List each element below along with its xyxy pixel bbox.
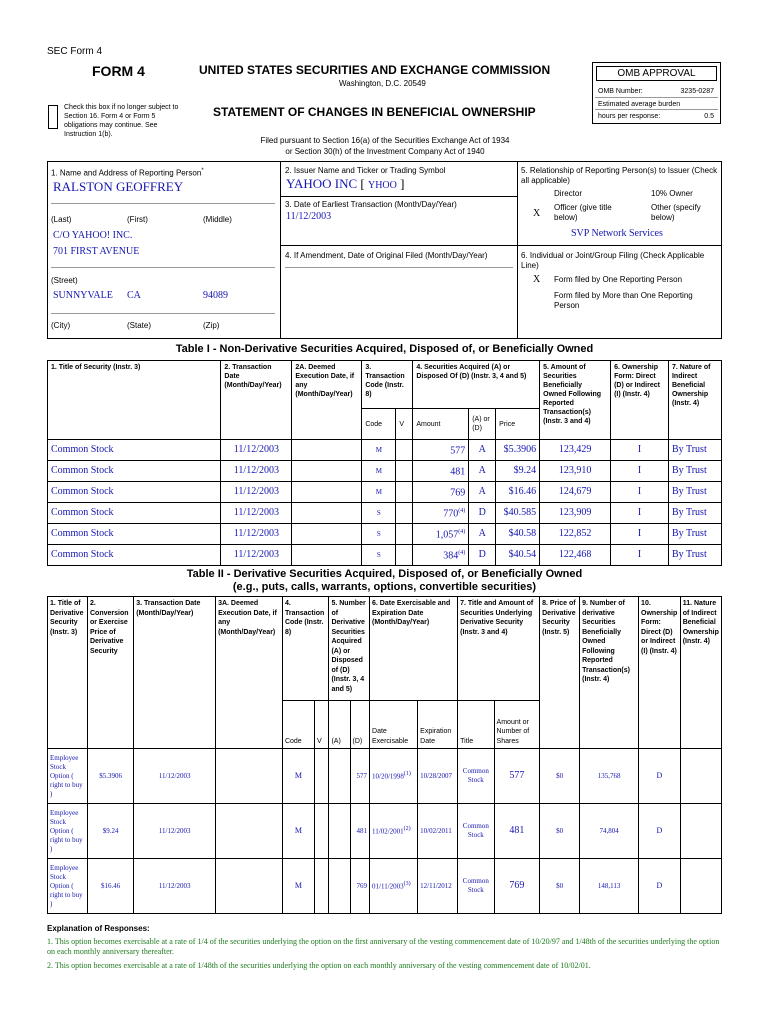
t1-v	[396, 545, 413, 566]
t1-sub-ad: (A) or (D)	[469, 409, 496, 440]
t2-h-date: 3. Transaction Date (Month/Day/Year)	[134, 597, 216, 749]
t2-exercisable	[370, 749, 418, 804]
t1-deemed	[292, 440, 362, 461]
t2-a	[329, 804, 350, 859]
t2-sub-date-ex: Date Exercisable	[370, 701, 418, 749]
t2-expiration: 10/02/2011	[418, 804, 458, 859]
t1-date: 11/12/2003	[221, 503, 292, 524]
t2-h-underlying: 7. Title and Amount of Securities Underlying Derivative Security (Instr. 3 and 4)	[458, 597, 540, 701]
t2-exercisable-value: 01/11/2003	[372, 882, 404, 891]
street-label: (Street)	[51, 276, 78, 285]
sec-form-label: SEC Form 4	[47, 46, 103, 57]
t2-a	[329, 859, 350, 914]
t2-h-price: 2. Conversion or Exercise Price of Derivative Security	[87, 597, 133, 749]
t1-nature: By Trust	[668, 482, 721, 503]
t1-amount	[413, 524, 469, 545]
officer-title[interactable]: SVP Network Services	[571, 228, 663, 239]
omb-number-label: OMB Number:	[598, 88, 643, 95]
t1-owned: 122,852	[540, 524, 611, 545]
t2-shares: 577	[494, 749, 540, 804]
t2-nature	[680, 859, 721, 914]
box5-label: 5. Relationship of Reporting Person(s) to Issuer (Check all applicable)	[521, 166, 718, 185]
filed-line-2: or Section 30(h) of the Investment Company Act of 1940	[285, 147, 485, 156]
table-row	[48, 749, 722, 804]
t2-code: M	[282, 749, 314, 804]
table-row	[48, 524, 722, 545]
t2-deemed	[216, 804, 283, 859]
t2-shares: 769	[494, 859, 540, 914]
t1-h-acquired: 4. Securities Acquired (A) or Disposed Of (D) (Instr. 3, 4 and 5)	[413, 361, 540, 409]
t2-h-nature: 11. Nature of Indirect Beneficial Ownership (Instr. 4)	[680, 597, 721, 749]
t2-exercisable-value: 10/20/1998	[372, 772, 404, 781]
t1-nature: By Trust	[668, 503, 721, 524]
t2-date: 11/12/2003	[134, 804, 216, 859]
t2-footnote-ref: (1)	[403, 771, 411, 778]
officer-check[interactable]: X	[533, 208, 541, 219]
t2-expiration: 12/11/2012	[418, 859, 458, 914]
more-person-label: Form filed by More than One Reporting Person	[554, 291, 693, 310]
t2-underlying: Common Stock	[458, 859, 494, 914]
footnote-2: 2. This option becomes exercisable at a rate of 1/48th of the securities underlying the option on each monthly anniversary of the vesting commencement date of 10/02/01.	[47, 961, 591, 970]
t1-code: M	[362, 482, 396, 503]
t2-shares: 481	[494, 804, 540, 859]
t1-ad: A	[469, 482, 496, 503]
t2-dprice: $0	[540, 804, 580, 859]
t2-owned: 148,113	[580, 859, 639, 914]
t2-v	[314, 804, 329, 859]
address-line-2[interactable]: 701 FIRST AVENUE	[53, 246, 140, 257]
t1-owned: 123,909	[540, 503, 611, 524]
t1-h-owned: 5. Amount of Securities Beneficially Owned Following Reported Transaction(s) (Instr. 3 and 4)	[540, 361, 611, 440]
t2-underlying: Common Stock	[458, 804, 494, 859]
t1-v	[396, 503, 413, 524]
commission-title: UNITED STATES SECURITIES AND EXCHANGE COMMISSION	[199, 63, 551, 77]
t2-sub-exp: Expiration Date	[418, 701, 458, 749]
t2-d: 481	[350, 804, 369, 859]
city-label: (City)	[51, 321, 71, 330]
t1-footnote-ref: (4)	[458, 529, 466, 536]
t1-title: Common Stock	[48, 461, 221, 482]
table2-title-line1: Table II - Derivative Securities Acquired, Disposed of, or Beneficially Owned	[186, 568, 583, 580]
t2-price: $5.3906	[87, 749, 133, 804]
t2-dprice: $0	[540, 749, 580, 804]
t1-nature: By Trust	[668, 461, 721, 482]
t1-amount-value: 577	[450, 445, 466, 457]
hours-label: hours per response:	[598, 113, 661, 120]
zip-label: (Zip)	[203, 321, 220, 330]
t1-amount-value: 1,057	[435, 529, 459, 541]
t1-amount-value: 769	[450, 487, 466, 499]
t1-v	[396, 482, 413, 503]
zip[interactable]: 94089	[203, 290, 228, 301]
ticker[interactable]: YHOO	[367, 180, 397, 191]
table-row	[48, 440, 722, 461]
officer-label: Officer (give title below)	[554, 203, 612, 222]
t1-date: 11/12/2003	[221, 440, 292, 461]
t1-code: M	[362, 461, 396, 482]
t1-h-deemed: 2A. Deemed Execution Date, if any (Month/Day/Year)	[292, 361, 362, 440]
table-row	[48, 545, 722, 566]
t1-price: $9.24	[496, 461, 540, 482]
t2-dprice: $0	[540, 859, 580, 914]
t2-deemed	[216, 749, 283, 804]
t1-date: 11/12/2003	[221, 524, 292, 545]
t1-form: I	[611, 482, 669, 503]
t1-deemed	[292, 461, 362, 482]
t1-v	[396, 461, 413, 482]
t1-price: $40.585	[496, 503, 540, 524]
t2-nature	[680, 749, 721, 804]
t1-owned: 123,910	[540, 461, 611, 482]
box3-label: 3. Date of Earliest Transaction (Month/Day/Year)	[285, 200, 457, 209]
t2-exercisable	[370, 804, 418, 859]
t1-form: I	[611, 461, 669, 482]
t2-code: M	[282, 859, 314, 914]
t1-h-nature: 7. Nature of Indirect Beneficial Ownership (Instr. 4)	[668, 361, 721, 440]
ten-percent-label: 10% Owner	[651, 189, 693, 198]
t2-sub-title: Title	[458, 701, 494, 749]
t1-sub-v: V	[396, 409, 413, 440]
t1-ad: D	[469, 503, 496, 524]
t1-title: Common Stock	[48, 524, 221, 545]
t1-amount	[413, 461, 469, 482]
t1-code: S	[362, 503, 396, 524]
t1-h-code: 3. Transaction Code (Instr. 8)	[362, 361, 413, 409]
omb-number-value: 3235-0287	[680, 88, 714, 95]
non-derivative-table	[47, 360, 722, 566]
form-title: FORM 4	[92, 63, 145, 79]
t1-amount	[413, 482, 469, 503]
t1-amount-value: 384	[443, 550, 459, 562]
t2-date: 11/12/2003	[134, 859, 216, 914]
t1-deemed	[292, 545, 362, 566]
t1-title: Common Stock	[48, 440, 221, 461]
reporting-person-name[interactable]: RALSTON GEOFFREY	[53, 179, 184, 194]
state-label: (State)	[127, 321, 152, 330]
first-label: (First)	[127, 215, 148, 224]
t2-d: 769	[350, 859, 369, 914]
t1-h-title: 1. Title of Security (Instr. 3)	[48, 361, 221, 440]
t2-form: D	[639, 804, 681, 859]
t2-form: D	[639, 749, 681, 804]
one-person-label: Form filed by One Reporting Person	[554, 275, 683, 284]
t2-sub-shares: Amount or Number of Shares	[494, 701, 540, 749]
t2-exercisable	[370, 859, 418, 914]
t1-price: $40.54	[496, 545, 540, 566]
t1-footnote-ref: (4)	[458, 508, 466, 515]
t1-amount-value: 770	[443, 508, 459, 520]
t2-h-title: 1. Title of Derivative Security (Instr. 3)	[48, 597, 88, 749]
t2-form: D	[639, 859, 681, 914]
omb-approval-box	[592, 62, 721, 124]
t1-sub-amount: Amount	[413, 409, 469, 440]
box2-label: 2. Issuer Name and Ticker or Trading Symbol	[285, 166, 446, 175]
t1-amount-value: 481	[450, 466, 466, 478]
t2-title: Employee Stock Option ( right to buy )	[48, 859, 88, 914]
t1-title: Common Stock	[48, 482, 221, 503]
hours-value: 0.5	[704, 113, 714, 120]
t2-deemed	[216, 859, 283, 914]
t1-nature: By Trust	[668, 545, 721, 566]
explanation-title: Explanation of Responses:	[47, 924, 150, 933]
burden-label: Estimated average burden	[598, 101, 681, 108]
t1-deemed	[292, 524, 362, 545]
t1-nature: By Trust	[668, 440, 721, 461]
t1-form: I	[611, 545, 669, 566]
t2-h-deemed: 3A. Deemed Execution Date, if any (Month/Day/Year)	[216, 597, 283, 749]
t1-form: I	[611, 503, 669, 524]
earliest-transaction-date[interactable]: 11/12/2003	[286, 211, 332, 222]
t1-h-form: 6. Ownership Form: Direct (D) or Indirect (I) (Instr. 4)	[611, 361, 669, 440]
city[interactable]: SUNNYVALE	[53, 290, 113, 301]
t2-expiration: 10/28/2007	[418, 749, 458, 804]
filed-line-1: Filed pursuant to Section 16(a) of the Securities Exchange Act of 1934	[260, 136, 510, 145]
t2-sub-d: (D)	[350, 701, 369, 749]
director-label: Director	[554, 189, 583, 198]
one-person-check[interactable]: X	[533, 274, 541, 285]
t2-price: $16.46	[87, 859, 133, 914]
t1-code: M	[362, 440, 396, 461]
table-row	[48, 461, 722, 482]
address-line-1[interactable]: C/O YAHOO! INC.	[53, 230, 133, 241]
t2-title: Employee Stock Option ( right to buy )	[48, 804, 88, 859]
t2-h-owned: 9. Number of derivative Securities Beneficially Owned Following Reported Transaction(s) (Instr. 4)	[580, 597, 639, 749]
t2-nature	[680, 804, 721, 859]
t1-sub-price: Price	[496, 409, 540, 440]
middle-label: (Middle)	[203, 215, 232, 224]
box1-label: 1. Name and Address of Reporting Person*	[51, 168, 204, 178]
t1-deemed	[292, 482, 362, 503]
footnote-1: 1. This option becomes exercisable at a rate of 1/4 of the securities underlying the option on the first anniversary of the vesting commencement date of 10/20/97 and 1/48th of the securities underlying the option on each monthly anniversary thereafter.	[47, 937, 720, 956]
t2-owned: 74,804	[580, 804, 639, 859]
t1-title: Common Stock	[48, 545, 221, 566]
t2-footnote-ref: (2)	[403, 826, 411, 833]
t1-ad: A	[469, 524, 496, 545]
t1-ad: D	[469, 545, 496, 566]
t1-title: Common Stock	[48, 503, 221, 524]
t1-amount	[413, 545, 469, 566]
t1-amount	[413, 440, 469, 461]
table1-title: Table I - Non-Derivative Securities Acquired, Disposed of, or Beneficially Owned	[175, 343, 594, 355]
no-longer-subject-checkbox[interactable]	[48, 105, 58, 129]
t1-owned: 122,468	[540, 545, 611, 566]
t2-h-code: 4. Transaction Code (Instr. 8)	[282, 597, 329, 701]
state[interactable]: CA	[127, 290, 141, 301]
other-label: Other (specify below)	[651, 203, 701, 222]
t1-owned: 123,429	[540, 440, 611, 461]
t1-owned: 124,679	[540, 482, 611, 503]
issuer-symbol: YAHOO INC [ YHOO ]	[286, 176, 405, 191]
t1-price: $5.3906	[496, 440, 540, 461]
table-row	[48, 482, 722, 503]
t2-price: $9.24	[87, 804, 133, 859]
t2-exercisable-value: 11/02/2001	[372, 827, 404, 836]
t1-sub-code: Code	[362, 409, 396, 440]
t1-ad: A	[469, 461, 496, 482]
omb-title: OMB APPROVAL	[596, 66, 717, 81]
t1-v	[396, 524, 413, 545]
t1-form: I	[611, 440, 669, 461]
last-label: (Last)	[51, 215, 72, 224]
t1-code: S	[362, 524, 396, 545]
t2-h-exercisable: 6. Date Exercisable and Expiration Date (Month/Day/Year)	[370, 597, 458, 701]
derivative-table	[47, 596, 722, 914]
t1-ad: A	[469, 440, 496, 461]
t2-d: 577	[350, 749, 369, 804]
t1-nature: By Trust	[668, 524, 721, 545]
t2-title: Employee Stock Option ( right to buy )	[48, 749, 88, 804]
t2-h-dprice: 8. Price of Derivative Security (Instr. 5)	[540, 597, 580, 749]
t2-code: M	[282, 804, 314, 859]
t2-underlying: Common Stock	[458, 749, 494, 804]
t1-price: $16.46	[496, 482, 540, 503]
t1-form: I	[611, 524, 669, 545]
issuer-name[interactable]: YAHOO INC	[286, 176, 358, 191]
t2-h-form: 10. Ownership Form: Direct (D) or Indirect (I) (Instr. 4)	[639, 597, 681, 749]
t1-v	[396, 440, 413, 461]
table-row	[48, 859, 722, 914]
t2-date: 11/12/2003	[134, 749, 216, 804]
table2-title	[47, 568, 722, 594]
box4-label: 4. If Amendment, Date of Original Filed (Month/Day/Year)	[285, 251, 488, 260]
t1-footnote-ref: (4)	[458, 550, 466, 557]
box6-label: 6. Individual or Joint/Group Filing (Check Applicable Line)	[521, 251, 705, 270]
t1-deemed	[292, 503, 362, 524]
t2-h-number: 5. Number of Derivative Securities Acquired (A) or Disposed of (D) (Instr. 3, 4 and 5)	[329, 597, 370, 701]
statement-title: STATEMENT OF CHANGES IN BENEFICIAL OWNERSHIP	[213, 105, 536, 119]
t1-h-date: 2. Transaction Date (Month/Day/Year)	[221, 361, 292, 440]
t1-price: $40.58	[496, 524, 540, 545]
t1-date: 11/12/2003	[221, 482, 292, 503]
t2-sub-a: (A)	[329, 701, 350, 749]
t1-code: S	[362, 545, 396, 566]
table2-title-line2: (e.g., puts, calls, warrants, options, convertible securities)	[232, 581, 537, 593]
t2-v	[314, 749, 329, 804]
table-row	[48, 804, 722, 859]
t2-owned: 135,768	[580, 749, 639, 804]
t2-sub-v: V	[314, 701, 329, 749]
t2-v	[314, 859, 329, 914]
table-row	[48, 503, 722, 524]
t1-amount	[413, 503, 469, 524]
location: Washington, D.C. 20549	[339, 79, 426, 88]
t2-footnote-ref: (3)	[403, 881, 411, 888]
checkbox-text: Check this box if no longer subject to Section 16. Form 4 or Form 5 obligations may continue. See Instruction 1(b).	[64, 104, 179, 138]
t1-date: 11/12/2003	[221, 545, 292, 566]
t1-date: 11/12/2003	[221, 461, 292, 482]
t2-sub-code: Code	[282, 701, 314, 749]
t2-a	[329, 749, 350, 804]
